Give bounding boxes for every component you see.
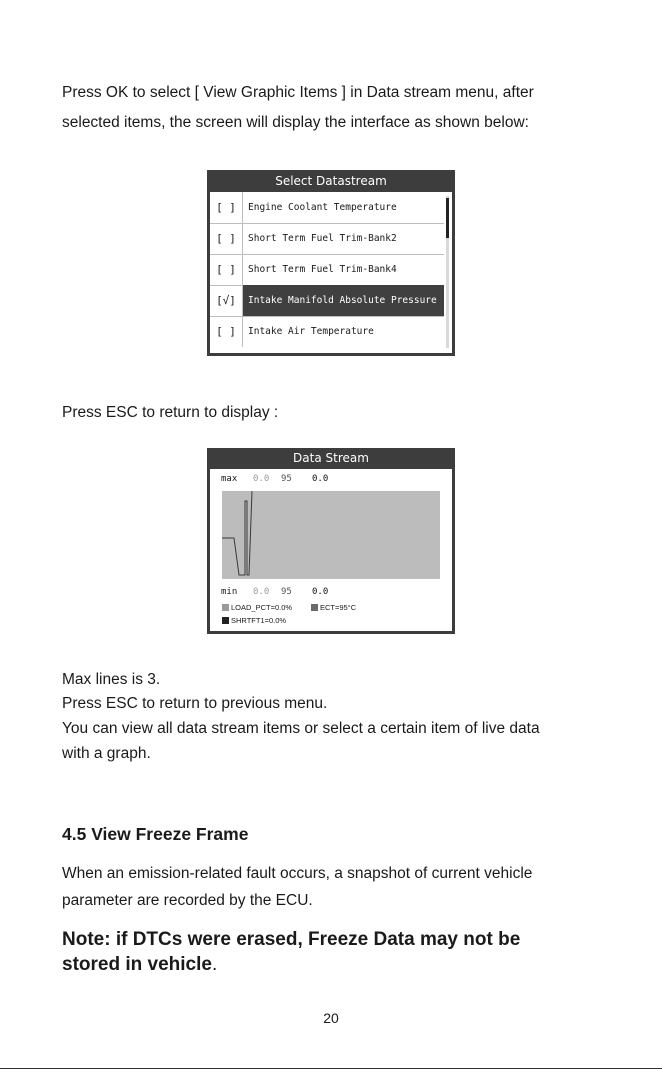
legend-text: SHRTFT1=0.0%: [231, 616, 287, 625]
section-heading: 4.5 View Freeze Frame: [62, 824, 249, 844]
section-body-line-1: When an emission-related fault occurs, a snapshot of current vehicle: [62, 865, 533, 882]
datastream-item-label: Short Term Fuel Trim-Bank4: [248, 264, 397, 275]
min-label: min: [221, 587, 238, 597]
select-datastream-title: Select Datastream: [275, 174, 387, 188]
checkbox[interactable]: [ ]: [210, 223, 243, 254]
datastream-item-label: Short Term Fuel Trim-Bank2: [248, 233, 397, 244]
datastream-item-label: Intake Manifold Absolute Pressure: [243, 285, 444, 316]
max-label: max: [221, 474, 238, 484]
esc-previous-text: Press ESC to return to previous menu.: [62, 695, 328, 712]
max-value-3: 0.0: [312, 474, 329, 484]
intro-line-1: Press OK to select [ View Graphic Items ] in Data stream menu, after: [62, 84, 534, 101]
datastream-item-selected[interactable]: [210, 285, 444, 317]
datastream-item[interactable]: [210, 316, 444, 347]
datastream-list: [210, 192, 452, 353]
datastream-item-label: Engine Coolant Temperature: [248, 202, 397, 213]
graph-background: [222, 491, 440, 579]
select-datastream-screen: [207, 170, 455, 356]
legend-swatch: [311, 604, 318, 611]
min-value-1: 0.0: [253, 587, 270, 597]
note-line-2: [62, 952, 622, 977]
note-period: .: [211, 954, 218, 975]
section-body-line-2: parameter are recorded by the ECU.: [62, 892, 313, 909]
legend-item-load-pct: [222, 603, 292, 612]
legend-item-ect: [311, 603, 356, 612]
page-number: 20: [323, 1010, 339, 1026]
data-stream-screen: [207, 448, 455, 634]
checkbox[interactable]: [ ]: [210, 192, 243, 223]
checkbox-checked[interactable]: [√]: [210, 285, 243, 316]
datastream-item[interactable]: [210, 192, 444, 224]
datastream-item-label: Intake Air Temperature: [248, 326, 374, 337]
checkbox[interactable]: [ ]: [210, 254, 243, 285]
legend-item-shrtft1: [222, 616, 286, 625]
data-stream-title: Data Stream: [293, 451, 369, 465]
max-lines-text: Max lines is 3.: [62, 671, 161, 688]
bottom-divider: [0, 1068, 662, 1069]
scrollbar-thumb[interactable]: [446, 198, 449, 238]
view-all-line-2: with a graph.: [62, 745, 151, 762]
max-value-2: 95: [281, 474, 292, 484]
legend-swatch: [222, 604, 229, 611]
note-line-1: Note: if DTCs were erased, Freeze Data may not be: [62, 929, 521, 950]
checkbox[interactable]: [ ]: [210, 316, 243, 347]
view-all-line-1: You can view all data stream items or select a certain item of live data: [62, 720, 540, 737]
intro-line-2: selected items, the screen will display the interface as shown below:: [62, 114, 529, 131]
esc-display-text: Press ESC to return to display :: [62, 404, 279, 421]
legend-text: ECT=95°C: [320, 603, 357, 612]
data-stream-body: [210, 469, 452, 631]
data-stream-graph: [222, 491, 440, 579]
min-value-3: 0.0: [312, 587, 329, 597]
max-value-1: 0.0: [253, 474, 270, 484]
note-line-2-bold: stored in vehicle: [62, 954, 212, 975]
legend-text: LOAD_PCT=0.0%: [231, 603, 293, 612]
datastream-item[interactable]: [210, 254, 444, 286]
legend-swatch: [222, 617, 229, 624]
min-value-2: 95: [281, 587, 292, 597]
datastream-item[interactable]: [210, 223, 444, 255]
